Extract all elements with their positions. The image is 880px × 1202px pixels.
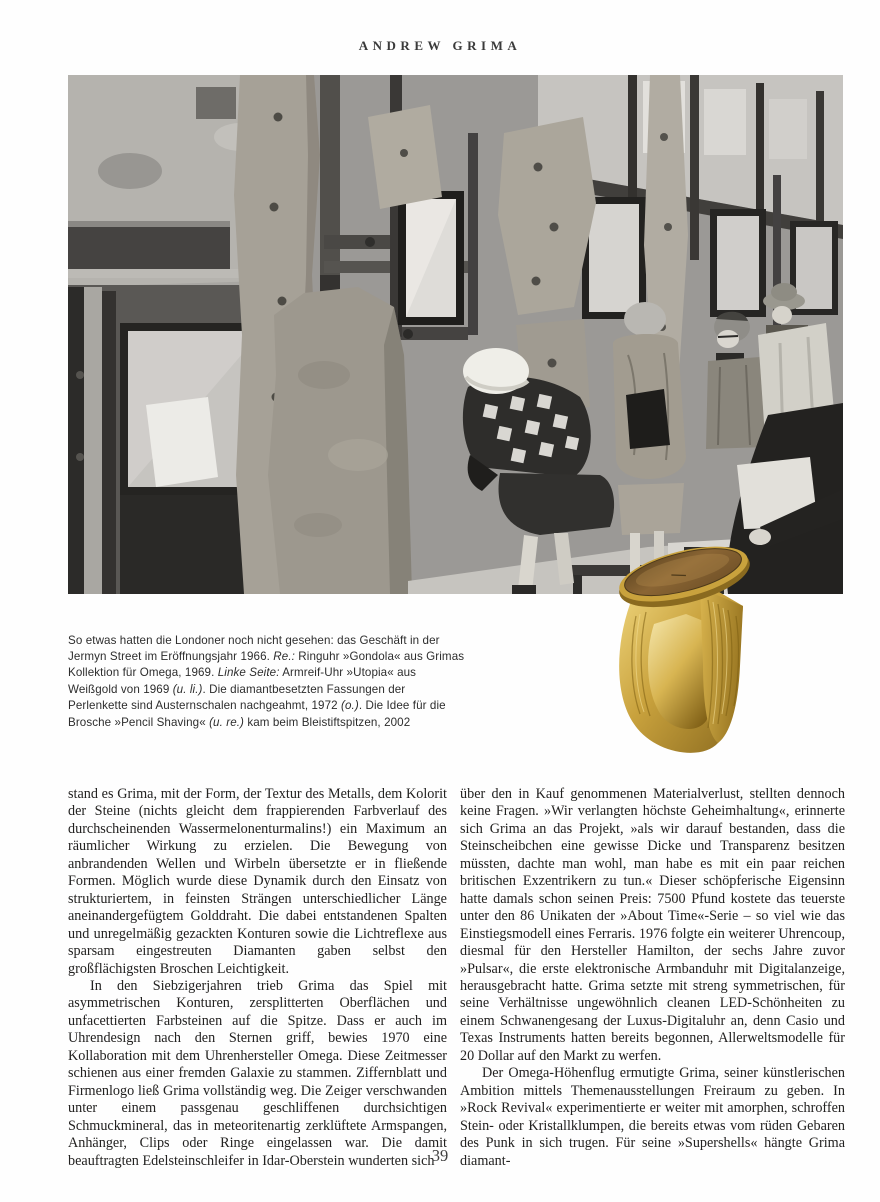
article-body (68, 786, 845, 1170)
caption-text: So etwas hatten die Londoner noch nicht gesehen: das Geschäft in der Jermyn Street im Eröffnungsjahr 1966. (68, 633, 440, 663)
body-paragraph: Der Omega-Höhenflug ermutigte Grima, seiner künstlerischen Ambition mittels Themenausstellungen Freiraum zu geben. In »Rock Revival« experimentierte er weiter mit amorphen, schroffen Stein- oder Kristallklumpen, die bereits etwas vom rüden Gebaren des Punk in sich trugen. Für seine »Supershells« hängte Grima diamant- (460, 1065, 845, 1169)
right-column (460, 786, 845, 1170)
gondola-ring-illustration (602, 516, 764, 758)
caption-text: Re.: (273, 650, 295, 663)
body-paragraph: stand es Grima, mit der Form, der Textur des Metalls, dem Kolorit der Steine (nichts gleicht dem frappierenden Farbverlauf des durchscheinenden Wassermelonenturmalins!) ein Maximum an räumlicher Wirkung zu erzielen. Die Bewegung von anbrandenden Wellen und Wirbeln übersetzte er in fließende Formen. Möglich wurde diese Dynamik durch den Einsatz von strukturiertem, in feinsten Strängen unterschiedlicher Länge aneinandergefügtem Golddraht. Die dabei entstandenen Spalten und unregelmäßig gezackten Konturen sowie die Lichtreflexe aus sparsam eingestreuten Diamanten gaben selbst den großflächigsten Broschen Leichtigkeit. (68, 786, 447, 977)
body-paragraph: In den Siebzigerjahren trieb Grima das Spiel mit asymmetrischen Konturen, zersplitterten Oberflächen und unfacettierten Farbsteinen auf die Spitze. Dass er auch im Uhrendesign nach den Sternen griff, bewies 1970 eine Kollaboration mit dem Uhrenhersteller Omega. Diese Zeitmesser schienen aus einer fremden Galaxie zu stammen. Ziffernblatt und Firmenlogo ließ Grima vollständig weg. Die Zeiger verschwanden unter einem passgenau geschliffenen durchsichtigen Schmuckmineral, das in meteoritenartig zerklüftete Armspangen, Anhänger, Clips oder Ringe eingelassen war. Die damit beauftragten Edelsteinschleifer in Idar-Oberstein wunderten sich (68, 977, 447, 1169)
caption-text: kam beim Bleistiftspitzen, 2002 (244, 715, 411, 729)
caption-text: Ringuhr »Gondola« aus Grimas Kollektion für Omega, 1969. (68, 650, 465, 680)
body-paragraph: über den in Kauf genommenen Materialverlust, stellten dennoch keine Fragen. »Wir verlangten höchste Geheimhaltung«, erinnerte sich Grima an das Projekt, »als wir darauf bestanden, dass die Steinscheibchen eine gewisse Dicke und Transparenz besitzen müssten, dachte man wohl, man habe es mit ein paar reichen britischen Exzentrikern zu tun.« Dieser schöpferische Eigensinn hatte damals schon seinen Preis: 7500 Pfund kostete das teuerste unter den 86 Unikaten der »About Time«-Serie – so viel wie das Einstiegsmodell eines Ferraris. 1976 folgte ein weiterer Uhrencoup, diesmal für den Hersteller Hamilton, der sechs Jahre zuvor »Pulsar«, die erste elektronische Armbanduhr mit Digitalanzeige, herausgebracht hatte. Grima setzte mit streng symmetrischen, für seine Verhältnisse ungewöhnlich cleanen LED-Schönheiten zu einem Schwanengesang der Luxus-Digitaluhr an, denn Casio und Texas Instruments hatten bereits begonnen, Allerweltsmodelle für 20 Dollar auf den Markt zu werfen. (460, 786, 845, 1064)
page-title: ANDREW GRIMA (358, 38, 522, 53)
page-number: 39 (431, 1146, 449, 1165)
photo-caption (68, 633, 468, 731)
caption-text: (o.) (341, 699, 359, 713)
gondola-ring-image (602, 516, 764, 758)
caption-text: . Die Idee für die Brosche »Pencil Shaving« (68, 699, 446, 729)
caption-text: (u. re.) (209, 715, 245, 729)
caption-text: (u. li.) (172, 682, 203, 696)
left-column (68, 786, 447, 1170)
caption-text: Linke Seite: (217, 666, 280, 680)
caption-text: Armreif-Uhr »Utopia« aus Weißgold von 1969 (68, 666, 417, 696)
caption-text: . Die diamantbesetzten Fassungen der Perlenkette sind Austernschalen nachgeahmt, 1972 (68, 682, 406, 713)
